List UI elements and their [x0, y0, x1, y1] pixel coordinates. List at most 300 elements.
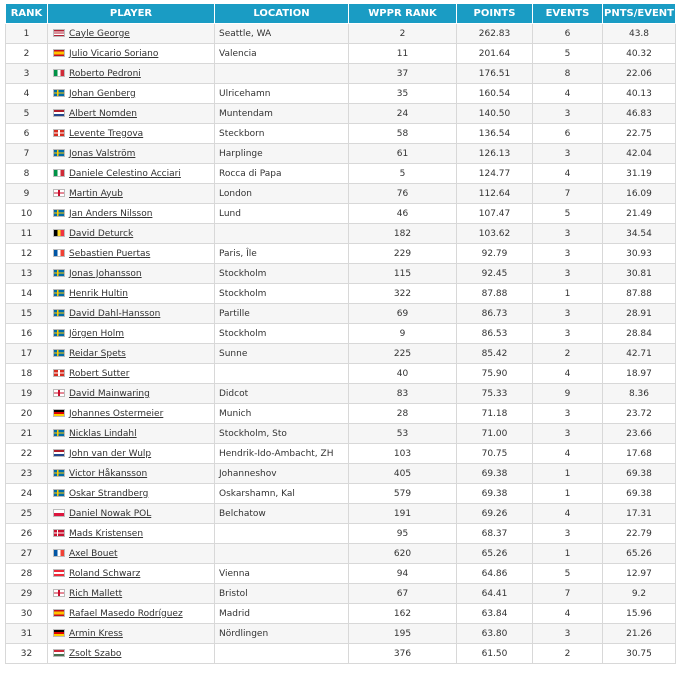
player-link[interactable]: David Deturck	[69, 228, 134, 239]
events-cell: 3	[533, 304, 603, 324]
col-header-rank[interactable]: RANK	[6, 4, 48, 24]
table-row	[6, 204, 676, 224]
events-cell: 6	[533, 24, 603, 44]
events-cell: 5	[533, 564, 603, 584]
points-cell: 103.62	[457, 224, 533, 244]
country-flag-icon	[53, 649, 65, 657]
points-cell: 126.13	[457, 144, 533, 164]
player-cell	[48, 344, 215, 364]
rank-cell: 31	[6, 624, 48, 644]
points-cell: 86.73	[457, 304, 533, 324]
player-cell	[48, 144, 215, 164]
player-cell	[48, 64, 215, 84]
points-cell: 262.83	[457, 24, 533, 44]
location-cell: Rocca di Papa	[215, 164, 349, 184]
player-cell	[48, 124, 215, 144]
player-cell	[48, 244, 215, 264]
table-row	[6, 584, 676, 604]
events-cell: 1	[533, 284, 603, 304]
location-cell: Stockholm	[215, 324, 349, 344]
pnts-event-cell: 42.04	[603, 144, 676, 164]
events-cell: 1	[533, 544, 603, 564]
rank-cell: 25	[6, 504, 48, 524]
player-link[interactable]: Jonas Valström	[69, 148, 136, 159]
player-cell	[48, 164, 215, 184]
table-row	[6, 284, 676, 304]
events-cell: 3	[533, 424, 603, 444]
events-cell: 2	[533, 344, 603, 364]
wppr-rank-cell: 162	[349, 604, 457, 624]
country-flag-icon	[53, 229, 65, 237]
location-cell: Sunne	[215, 344, 349, 364]
points-cell: 71.18	[457, 404, 533, 424]
wppr-rank-cell: 94	[349, 564, 457, 584]
player-link[interactable]: Johan Genberg	[69, 88, 136, 99]
player-cell	[48, 644, 215, 664]
player-cell	[48, 204, 215, 224]
rank-cell: 22	[6, 444, 48, 464]
player-link[interactable]: Henrik Hultin	[69, 288, 128, 299]
points-cell: 64.86	[457, 564, 533, 584]
player-link[interactable]: Albert Nomden	[69, 108, 137, 119]
events-cell: 3	[533, 104, 603, 124]
table-row	[6, 504, 676, 524]
col-header-events[interactable]: EVENTS	[533, 4, 603, 24]
table-body	[6, 24, 676, 664]
player-link[interactable]: Robert Sutter	[69, 368, 130, 379]
country-flag-icon	[53, 349, 65, 357]
rank-cell: 8	[6, 164, 48, 184]
points-cell: 70.75	[457, 444, 533, 464]
pnts-event-cell: 8.36	[603, 384, 676, 404]
rank-cell: 4	[6, 84, 48, 104]
pnts-event-cell: 30.75	[603, 644, 676, 664]
events-cell: 4	[533, 604, 603, 624]
rank-cell: 17	[6, 344, 48, 364]
points-cell: 64.41	[457, 584, 533, 604]
player-cell	[48, 284, 215, 304]
location-cell: Ulricehamn	[215, 84, 349, 104]
country-flag-icon	[53, 309, 65, 317]
wppr-rank-cell: 95	[349, 524, 457, 544]
player-cell	[48, 624, 215, 644]
location-cell: Seattle, WA	[215, 24, 349, 44]
rank-cell: 14	[6, 284, 48, 304]
table-row	[6, 144, 676, 164]
points-cell: 176.51	[457, 64, 533, 84]
table-row	[6, 324, 676, 344]
player-link[interactable]: Reidar Spets	[69, 348, 126, 359]
player-link[interactable]: Daniele Celestino Acciari	[69, 168, 181, 179]
wppr-rank-cell: 225	[349, 344, 457, 364]
location-cell: Stockholm, Sto	[215, 424, 349, 444]
events-cell: 7	[533, 584, 603, 604]
location-cell: Oskarshamn, Kal	[215, 484, 349, 504]
pnts-event-cell: 34.54	[603, 224, 676, 244]
pnts-event-cell: 69.38	[603, 464, 676, 484]
location-cell: Vienna	[215, 564, 349, 584]
wppr-rank-cell: 2	[349, 24, 457, 44]
pnts-event-cell: 18.97	[603, 364, 676, 384]
country-flag-icon	[53, 469, 65, 477]
wppr-rank-cell: 115	[349, 264, 457, 284]
points-cell: 112.64	[457, 184, 533, 204]
events-cell: 9	[533, 384, 603, 404]
rank-cell: 26	[6, 524, 48, 544]
player-cell	[48, 384, 215, 404]
player-link[interactable]: Rich Mallett	[69, 588, 123, 599]
wppr-rank-cell: 11	[349, 44, 457, 64]
location-cell: Harplinge	[215, 144, 349, 164]
wppr-rank-cell: 195	[349, 624, 457, 644]
player-link[interactable]: Zsolt Szabo	[69, 648, 122, 659]
location-cell: Bristol	[215, 584, 349, 604]
location-cell: Paris, Île	[215, 244, 349, 264]
country-flag-icon	[53, 529, 65, 537]
points-cell: 69.38	[457, 484, 533, 504]
points-cell: 63.80	[457, 624, 533, 644]
pnts-event-cell: 21.49	[603, 204, 676, 224]
rank-cell: 29	[6, 584, 48, 604]
location-cell: Lund	[215, 204, 349, 224]
table-row	[6, 184, 676, 204]
pnts-event-cell: 46.83	[603, 104, 676, 124]
country-flag-icon	[53, 589, 65, 597]
events-cell: 4	[533, 364, 603, 384]
points-cell: 92.79	[457, 244, 533, 264]
wppr-rank-cell: 53	[349, 424, 457, 444]
player-cell	[48, 604, 215, 624]
rank-cell: 12	[6, 244, 48, 264]
wppr-rank-cell: 620	[349, 544, 457, 564]
rank-cell: 20	[6, 404, 48, 424]
player-cell	[48, 584, 215, 604]
table-row	[6, 164, 676, 184]
pnts-event-cell: 42.71	[603, 344, 676, 364]
pnts-event-cell: 15.96	[603, 604, 676, 624]
pnts-event-cell: 22.79	[603, 524, 676, 544]
wppr-rank-cell: 182	[349, 224, 457, 244]
rankings-table	[5, 3, 676, 664]
events-cell: 4	[533, 84, 603, 104]
country-flag-icon	[53, 69, 65, 77]
player-cell	[48, 484, 215, 504]
wppr-rank-cell: 61	[349, 144, 457, 164]
location-cell: Hendrik-Ido-Ambacht, ZH	[215, 444, 349, 464]
country-flag-icon	[53, 549, 65, 557]
location-cell: Valencia	[215, 44, 349, 64]
player-cell	[48, 424, 215, 444]
rank-cell: 28	[6, 564, 48, 584]
pnts-event-cell: 40.32	[603, 44, 676, 64]
events-cell: 5	[533, 204, 603, 224]
player-link[interactable]: Daniel Nowak POL	[69, 508, 152, 519]
col-header-pnts-event[interactable]: PNTS/EVENT	[603, 4, 676, 24]
rank-cell: 10	[6, 204, 48, 224]
country-flag-icon	[53, 289, 65, 297]
wppr-rank-cell: 322	[349, 284, 457, 304]
location-cell	[215, 644, 349, 664]
player-cell	[48, 364, 215, 384]
pnts-event-cell: 28.91	[603, 304, 676, 324]
location-cell: Stockholm	[215, 264, 349, 284]
location-cell: Didcot	[215, 384, 349, 404]
events-cell: 2	[533, 644, 603, 664]
location-cell: London	[215, 184, 349, 204]
player-link[interactable]: Roberto Pedroni	[69, 68, 141, 79]
rank-cell: 15	[6, 304, 48, 324]
country-flag-icon	[53, 569, 65, 577]
points-cell: 65.26	[457, 544, 533, 564]
wppr-rank-cell: 46	[349, 204, 457, 224]
rank-cell: 21	[6, 424, 48, 444]
country-flag-icon	[53, 249, 65, 257]
points-cell: 201.64	[457, 44, 533, 64]
player-cell	[48, 264, 215, 284]
location-cell	[215, 364, 349, 384]
events-cell: 3	[533, 404, 603, 424]
rank-cell: 23	[6, 464, 48, 484]
player-link[interactable]: Jonas Johansson	[69, 268, 142, 279]
player-link[interactable]: Roland Schwarz	[69, 568, 141, 579]
wppr-rank-cell: 579	[349, 484, 457, 504]
player-link[interactable]: Levente Tregova	[69, 128, 144, 139]
wppr-rank-cell: 9	[349, 324, 457, 344]
points-cell: 87.88	[457, 284, 533, 304]
events-cell: 3	[533, 244, 603, 264]
player-link[interactable]: Cayle George	[69, 28, 130, 39]
events-cell: 1	[533, 484, 603, 504]
country-flag-icon	[53, 169, 65, 177]
location-cell	[215, 544, 349, 564]
col-header-player[interactable]: PLAYER	[48, 4, 215, 24]
table-row	[6, 604, 676, 624]
pnts-event-cell: 40.13	[603, 84, 676, 104]
points-cell: 140.50	[457, 104, 533, 124]
table-row	[6, 244, 676, 264]
player-link[interactable]: Sebastien Puertas	[69, 248, 151, 259]
table-row	[6, 524, 676, 544]
player-cell	[48, 44, 215, 64]
wppr-rank-cell: 103	[349, 444, 457, 464]
points-cell: 71.00	[457, 424, 533, 444]
points-cell: 107.47	[457, 204, 533, 224]
events-cell: 3	[533, 624, 603, 644]
pnts-event-cell: 17.68	[603, 444, 676, 464]
player-cell	[48, 524, 215, 544]
pnts-event-cell: 31.19	[603, 164, 676, 184]
wppr-rank-cell: 83	[349, 384, 457, 404]
wppr-rank-cell: 28	[349, 404, 457, 424]
points-cell: 68.37	[457, 524, 533, 544]
player-link[interactable]: Jan Anders Nilsson	[69, 208, 153, 219]
points-cell: 75.33	[457, 384, 533, 404]
pnts-event-cell: 23.72	[603, 404, 676, 424]
country-flag-icon	[53, 329, 65, 337]
rank-cell: 1	[6, 24, 48, 44]
table-row	[6, 124, 676, 144]
location-cell: Belchatow	[215, 504, 349, 524]
country-flag-icon	[53, 409, 65, 417]
pnts-event-cell: 21.26	[603, 624, 676, 644]
table-row	[6, 304, 676, 324]
player-link[interactable]: Axel Bouet	[69, 548, 118, 559]
rank-cell: 11	[6, 224, 48, 244]
location-cell: Munich	[215, 404, 349, 424]
location-cell	[215, 224, 349, 244]
wppr-rank-cell: 40	[349, 364, 457, 384]
wppr-rank-cell: 67	[349, 584, 457, 604]
country-flag-icon	[53, 609, 65, 617]
country-flag-icon	[53, 509, 65, 517]
table-row	[6, 84, 676, 104]
events-cell: 3	[533, 264, 603, 284]
player-cell	[48, 544, 215, 564]
wppr-rank-cell: 37	[349, 64, 457, 84]
rank-cell: 6	[6, 124, 48, 144]
table-row	[6, 104, 676, 124]
player-link[interactable]: Nicklas Lindahl	[69, 428, 137, 439]
events-cell: 4	[533, 504, 603, 524]
player-cell	[48, 404, 215, 424]
location-cell	[215, 524, 349, 544]
events-cell: 7	[533, 184, 603, 204]
player-link[interactable]: Mads Kristensen	[69, 528, 144, 539]
points-cell: 63.84	[457, 604, 533, 624]
events-cell: 1	[533, 464, 603, 484]
country-flag-icon	[53, 269, 65, 277]
rank-cell: 32	[6, 644, 48, 664]
pnts-event-cell: 16.09	[603, 184, 676, 204]
rank-cell: 9	[6, 184, 48, 204]
points-cell: 85.42	[457, 344, 533, 364]
player-cell	[48, 24, 215, 44]
rank-cell: 30	[6, 604, 48, 624]
player-cell	[48, 224, 215, 244]
wppr-rank-cell: 191	[349, 504, 457, 524]
pnts-event-cell: 12.97	[603, 564, 676, 584]
location-cell: Johanneshov	[215, 464, 349, 484]
player-cell	[48, 104, 215, 124]
rank-cell: 19	[6, 384, 48, 404]
points-cell: 75.90	[457, 364, 533, 384]
points-cell: 160.54	[457, 84, 533, 104]
events-cell: 3	[533, 224, 603, 244]
events-cell: 8	[533, 64, 603, 84]
country-flag-icon	[53, 369, 65, 377]
pnts-event-cell: 22.06	[603, 64, 676, 84]
player-link[interactable]: Johannes Ostermeier	[69, 408, 164, 419]
player-link[interactable]: John van der Wulp	[69, 448, 152, 459]
country-flag-icon	[53, 109, 65, 117]
pnts-event-cell: 30.93	[603, 244, 676, 264]
events-cell: 5	[533, 44, 603, 64]
wppr-rank-cell: 376	[349, 644, 457, 664]
player-link[interactable]: Julio Vicario Soriano	[69, 48, 159, 59]
player-link[interactable]: Victor Håkansson	[69, 468, 148, 479]
rank-cell: 16	[6, 324, 48, 344]
wppr-rank-cell: 35	[349, 84, 457, 104]
wppr-rank-cell: 229	[349, 244, 457, 264]
table-row	[6, 544, 676, 564]
player-cell	[48, 504, 215, 524]
table-row	[6, 444, 676, 464]
pnts-event-cell: 65.26	[603, 544, 676, 564]
points-cell: 69.26	[457, 504, 533, 524]
player-link[interactable]: Martin Ayub	[69, 188, 123, 199]
location-cell: Partille	[215, 304, 349, 324]
player-link[interactable]: David Mainwaring	[69, 388, 150, 399]
table-row	[6, 264, 676, 284]
table-row	[6, 624, 676, 644]
country-flag-icon	[53, 49, 65, 57]
points-cell: 136.54	[457, 124, 533, 144]
events-cell: 3	[533, 324, 603, 344]
rank-cell: 7	[6, 144, 48, 164]
country-flag-icon	[53, 389, 65, 397]
country-flag-icon	[53, 189, 65, 197]
table-row	[6, 564, 676, 584]
country-flag-icon	[53, 209, 65, 217]
pnts-event-cell: 22.75	[603, 124, 676, 144]
col-header-wppr-rank[interactable]: WPPR RANK	[349, 4, 457, 24]
player-cell	[48, 84, 215, 104]
pnts-event-cell: 69.38	[603, 484, 676, 504]
wppr-rank-cell: 69	[349, 304, 457, 324]
col-header-points[interactable]: POINTS	[457, 4, 533, 24]
pnts-event-cell: 9.2	[603, 584, 676, 604]
points-cell: 86.53	[457, 324, 533, 344]
wppr-rank-cell: 24	[349, 104, 457, 124]
table-row	[6, 364, 676, 384]
pnts-event-cell: 23.66	[603, 424, 676, 444]
player-link[interactable]: Oskar Strandberg	[69, 488, 149, 499]
pnts-event-cell: 28.84	[603, 324, 676, 344]
table-row	[6, 404, 676, 424]
location-cell	[215, 64, 349, 84]
points-cell: 124.77	[457, 164, 533, 184]
country-flag-icon	[53, 29, 65, 37]
col-header-location[interactable]: LOCATION	[215, 4, 349, 24]
table-row	[6, 464, 676, 484]
events-cell: 4	[533, 444, 603, 464]
player-link[interactable]: Jörgen Holm	[69, 328, 125, 339]
player-cell	[48, 184, 215, 204]
events-cell: 3	[533, 144, 603, 164]
rank-cell: 13	[6, 264, 48, 284]
wppr-rank-cell: 58	[349, 124, 457, 144]
pnts-event-cell: 30.81	[603, 264, 676, 284]
location-cell: Nördlingen	[215, 624, 349, 644]
player-cell	[48, 324, 215, 344]
location-cell: Muntendam	[215, 104, 349, 124]
table-row	[6, 384, 676, 404]
table-row	[6, 224, 676, 244]
country-flag-icon	[53, 149, 65, 157]
rank-cell: 24	[6, 484, 48, 504]
table-header	[6, 4, 676, 24]
pnts-event-cell: 43.8	[603, 24, 676, 44]
location-cell: Madrid	[215, 604, 349, 624]
rank-cell: 5	[6, 104, 48, 124]
points-cell: 92.45	[457, 264, 533, 284]
player-cell	[48, 464, 215, 484]
player-link[interactable]: Rafael Masedo Rodríguez	[69, 608, 183, 619]
country-flag-icon	[53, 449, 65, 457]
player-link[interactable]: Armin Kress	[69, 628, 123, 639]
table-row	[6, 644, 676, 664]
player-link[interactable]: David Dahl-Hansson	[69, 308, 161, 319]
